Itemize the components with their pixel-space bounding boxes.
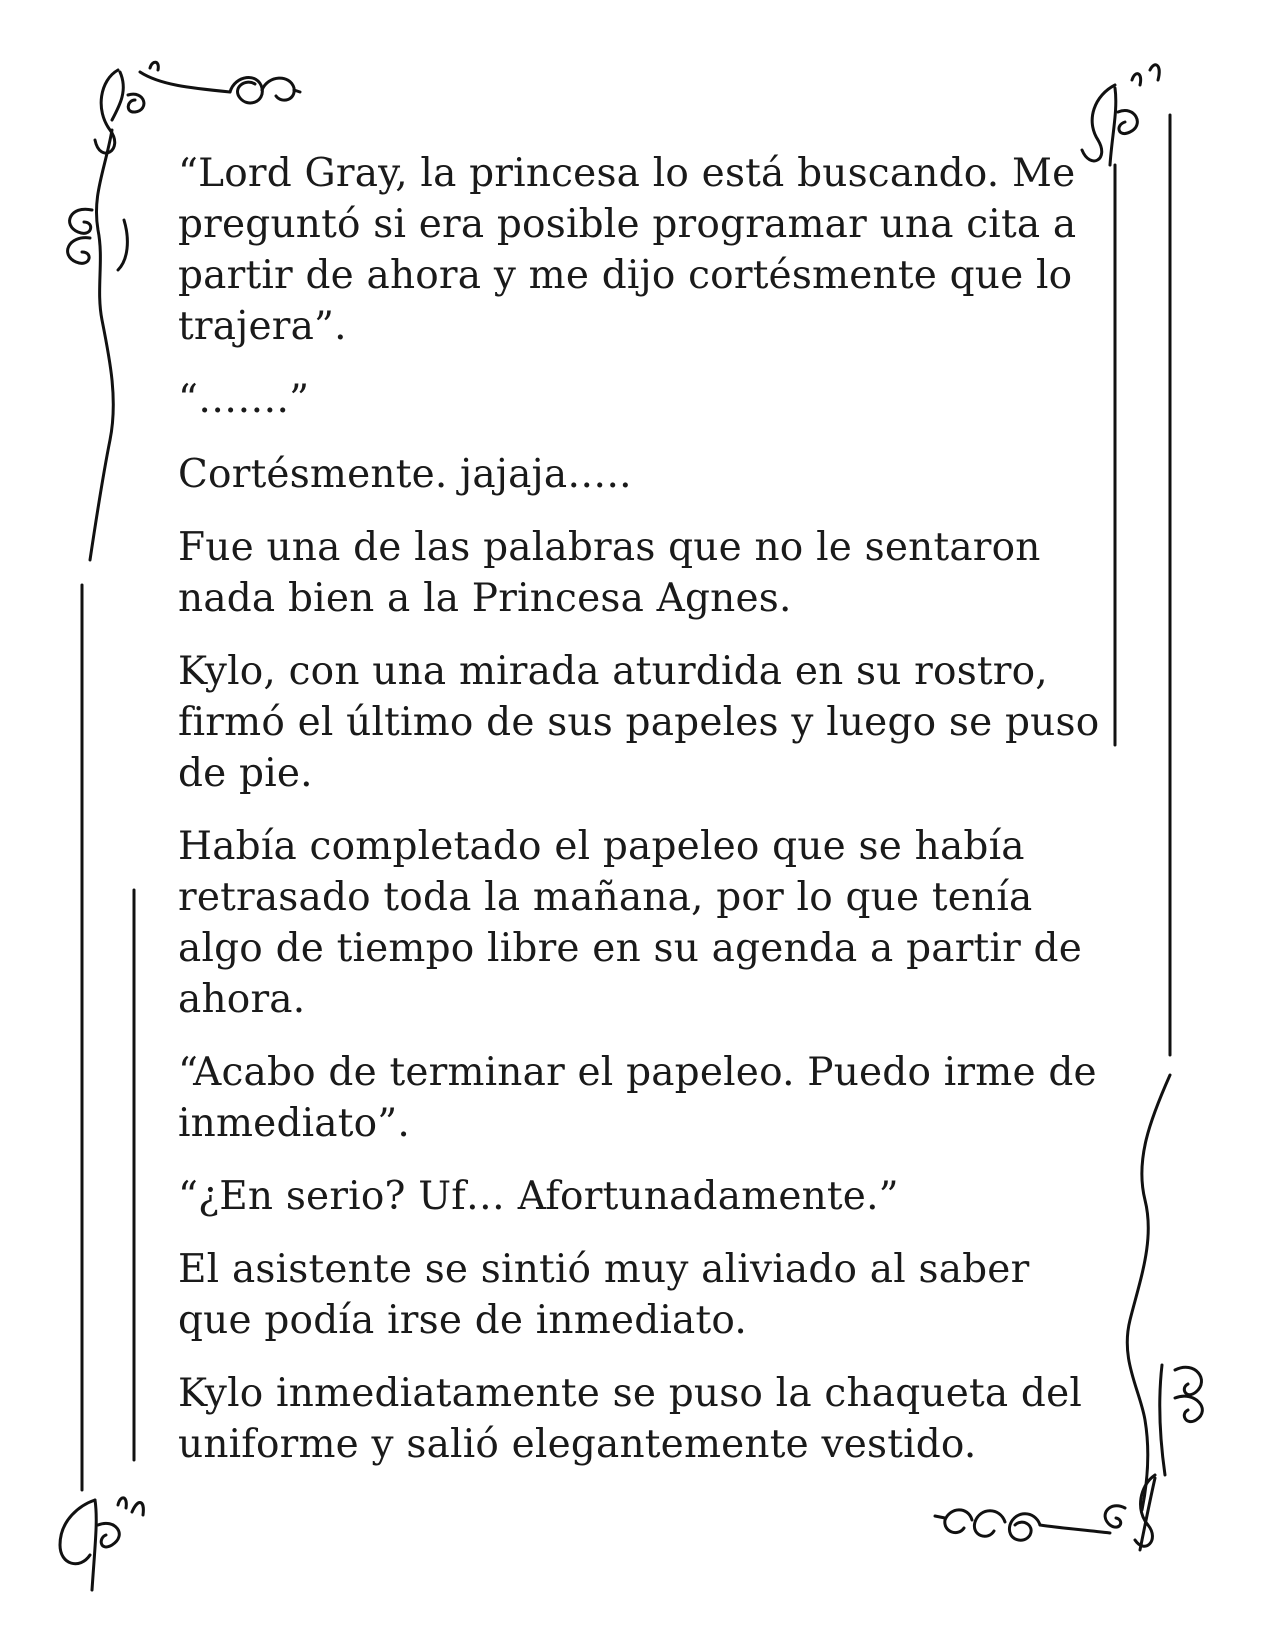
bottom-left-flourish-icon [60, 1498, 143, 1590]
paragraph-2: “…….” [178, 377, 310, 422]
paragraph-4: Fue una de las palabras que no le sentaron nada bien a la Princesa Agnes. [178, 525, 1041, 621]
paragraph-3: Cortésmente. jajaja….. [178, 452, 632, 497]
paragraph-10: Kylo inmediatamente se puso la chaqueta del uniforme y salió elegantemente vestido. [178, 1371, 1083, 1467]
paragraph-5: Kylo, con una mirada aturdida en su rostro, firmó el último de sus papeles y luego se puso de pie. [178, 649, 1100, 796]
paragraph-8: “¿En serio? Uf… Afortunadamente.” [178, 1174, 899, 1219]
document-body [178, 148, 1108, 1492]
paragraph-6: Había completado el papeleo que se había retrasado toda la mañana, por lo que tenía algo de tiempo libre en su agenda a partir de ahora. [178, 824, 1082, 1022]
paragraph-7: “Acabo de terminar el papeleo. Puedo irme de inmediato”. [178, 1050, 1097, 1146]
paragraph-9: El asistente se sintió muy aliviado al saber que podía irse de inmediato. [178, 1247, 1030, 1343]
paragraph-1: “Lord Gray, la princesa lo está buscando. Me preguntó si era posible programar una cita a partir de ahora y me dijo cortésmente que lo trajera”. [178, 151, 1077, 349]
